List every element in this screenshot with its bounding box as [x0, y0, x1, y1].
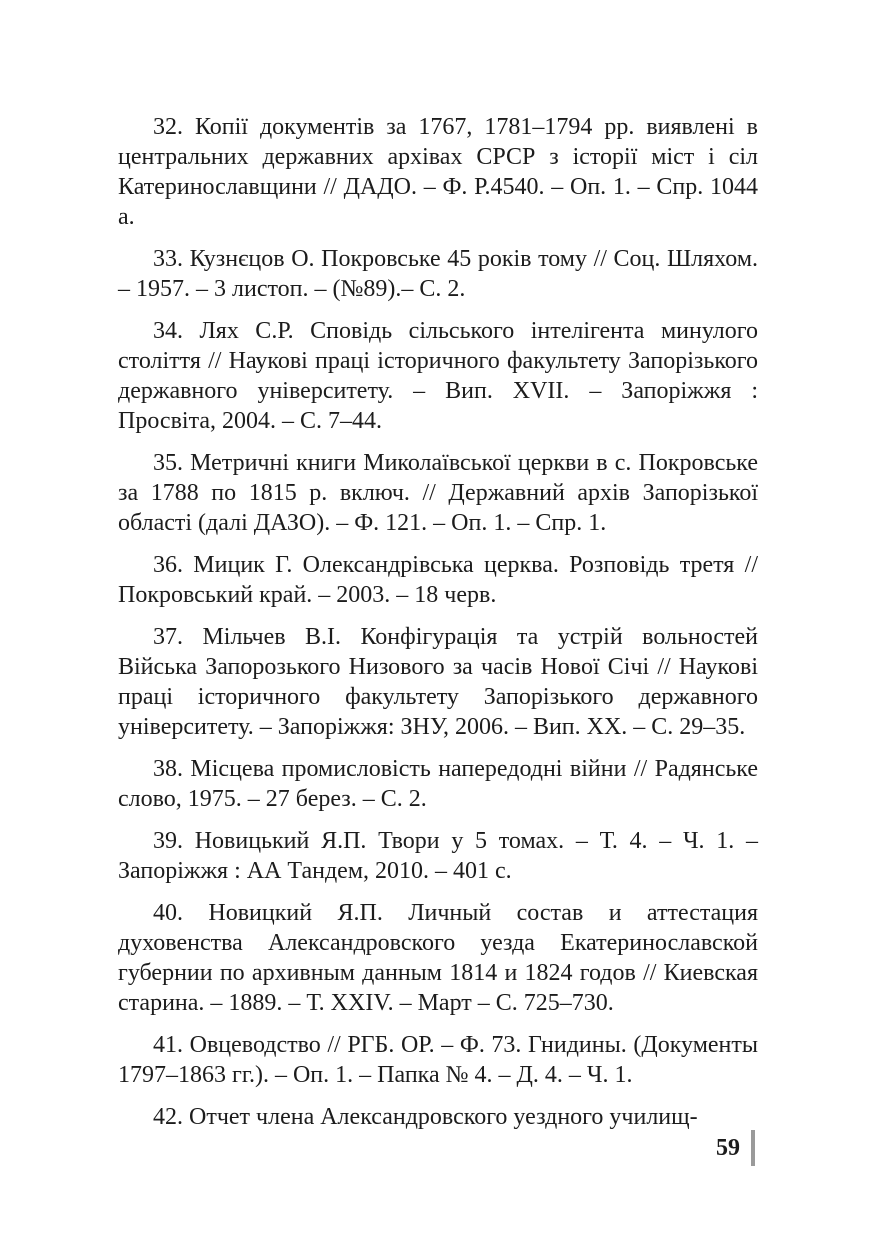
page-number-rule: [751, 1130, 755, 1166]
page-number: 59: [716, 1135, 740, 1161]
bibliography-entry-34: 34. Лях С.Р. Сповідь сільського інтелігента минулого століття // Наукові праці історичного факультету Запорізького державного університету. – Вип. XVII. – Запоріжжя : Просвіта, 2004. – С. 7–44.: [118, 318, 758, 434]
bibliography-entry-42: 42. Отчет члена Александровского уездного училищ-: [153, 1104, 698, 1130]
bibliography-entry-35: 35. Метричні книги Миколаївської церкви в с. Покровське за 1788 по 1815 р. включ. // Державний архів Запорізької області (далі ДАЗО). – Ф. 121. – Оп. 1. – Спр. 1.: [118, 450, 758, 536]
bibliography-entry-32: 32. Копії документів за 1767, 1781–1794 рр. виявлені в центральних державних архівах СРСР з історії міст і сіл Катеринославщини // ДАДО. – Ф. Р.4540. – Оп. 1. – Спр. 1044 а.: [118, 114, 758, 230]
bibliography-entry-36: 36. Мицик Г. Олександрівська церква. Розповідь третя // Покровський край. – 2003. – 18 черв.: [118, 552, 758, 608]
bibliography-entry-39: 39. Новицький Я.П. Твори у 5 томах. – Т. 4. – Ч. 1. – Запоріжжя : АА Тандем, 2010. – 401 с.: [118, 828, 758, 884]
bibliography-entry-38: 38. Місцева промисловість напередодні війни // Радянське слово, 1975. – 27 берез. – С. 2.: [118, 756, 758, 812]
bibliography-entry-40: 40. Новицкий Я.П. Личный состав и аттестация духовенства Александровского уезда Екатеринославской губернии по архивным данным 1814 и 1824 годов // Киевская старина. – 1889. – Т. XXIV. – Март – С. 725–730.: [118, 900, 758, 1016]
bibliography-entry-33: 33. Кузнєцов О. Покровське 45 років тому // Соц. Шляхом. – 1957. – 3 листоп. – (№89).– С. 2.: [118, 246, 758, 302]
bibliography-entry-41: 41. Овцеводство // РГБ. ОР. – Ф. 73. Гнидины. (Документы 1797–1863 гг.). – Оп. 1. – Папка № 4. – Д. 4. – Ч. 1.: [118, 1032, 758, 1088]
bibliography-entry-37: 37. Мільчев В.І. Конфігурація та устрій вольностей Війська Запорозького Низового за часів Нової Січі // Наукові праці історичного факультету Запорізького державного університету. – Запоріжжя: ЗНУ, 2006. – Вип. ХХ. – С. 29–35.: [118, 624, 758, 740]
bibliography-list: [118, 112, 758, 1144]
